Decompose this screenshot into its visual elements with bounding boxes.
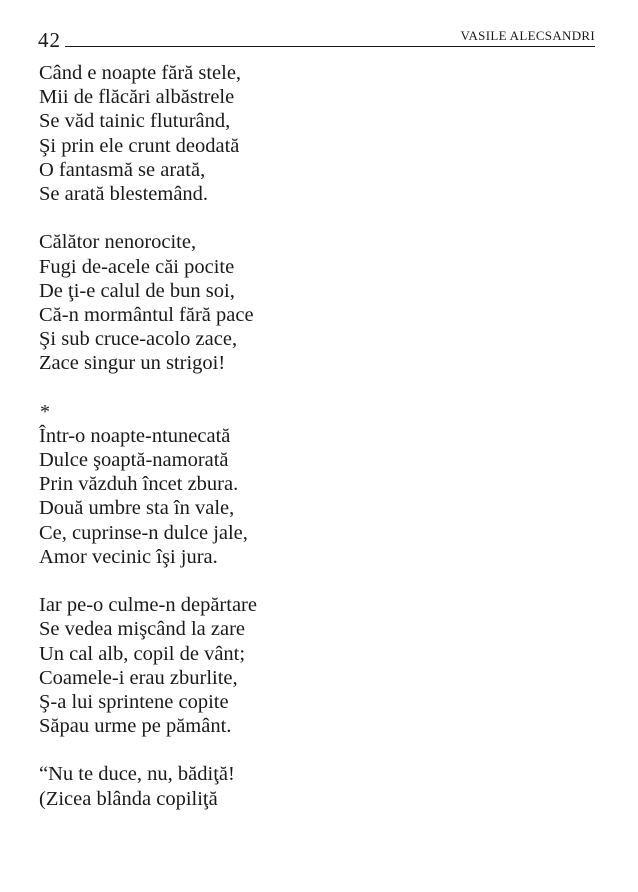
verse-line: Un cal alb, copil de vânt; (39, 642, 246, 665)
stanza (39, 400, 599, 569)
verse-line: (Zicea blânda copiliţă (39, 787, 218, 810)
header-rule (65, 46, 595, 47)
verse-line: Fugi de-acele căi pocite (39, 255, 235, 278)
poem-text (39, 61, 599, 811)
stanza-break (39, 206, 599, 230)
verse-line: Două umbre sta în vale, (39, 497, 235, 520)
verse-line: Iar pe-o culme-n depărtare (39, 594, 257, 617)
verse-line: Săpau urme pe pământ. (39, 715, 232, 738)
stanza (39, 762, 599, 810)
verse-line: Şi sub cruce-acolo zace, (39, 328, 238, 351)
stanza (39, 593, 599, 738)
running-head: VASILE ALECSANDRI (460, 28, 595, 43)
verse-line: Că-n mormântul fără pace (39, 303, 254, 326)
verse-line: Dulce şoaptă-namorată (39, 449, 229, 471)
stanza (39, 61, 599, 206)
stanza-break (39, 738, 599, 762)
verse-line: Mii de flăcări albăstrele (39, 86, 235, 109)
verse-line: Se vedea mişcând la zare (39, 618, 246, 641)
section-asterisk: * (40, 400, 50, 423)
verse-line: De ţi-e calul de bun soi, (39, 279, 235, 302)
verse-line: O fantasmă se arată, (39, 158, 206, 181)
verse-line: Amor vecinic îşi jura. (39, 545, 218, 568)
stanza (39, 230, 599, 375)
verse-line: Prin văzduh încet zbura. (39, 473, 239, 496)
verse-line: Ce, cuprinse-n dulce jale, (39, 521, 248, 544)
verse-line: Călător nenorocite, (39, 231, 197, 254)
stanza-break (39, 375, 599, 399)
page-header (38, 26, 595, 52)
verse-line: Coamele-i erau zburlite, (39, 666, 238, 689)
verse-line: Se arată blestemând. (39, 182, 209, 205)
verse-line: Când e noapte fără stele, (39, 62, 242, 84)
verse-line: Zace singur un strigoi! (39, 352, 226, 375)
verse-line: Se văd tainic fluturând, (39, 110, 231, 133)
verse-line: “Nu te duce, nu, bădiţă! (39, 763, 235, 786)
verse-line: Ş-a lui sprintene copite (39, 690, 229, 713)
stanza-break (39, 569, 599, 593)
page-number: 42 (38, 28, 61, 52)
verse-line: Într-o noapte-ntunecată (39, 424, 231, 447)
verse-line: Şi prin ele crunt deodată (39, 134, 240, 157)
